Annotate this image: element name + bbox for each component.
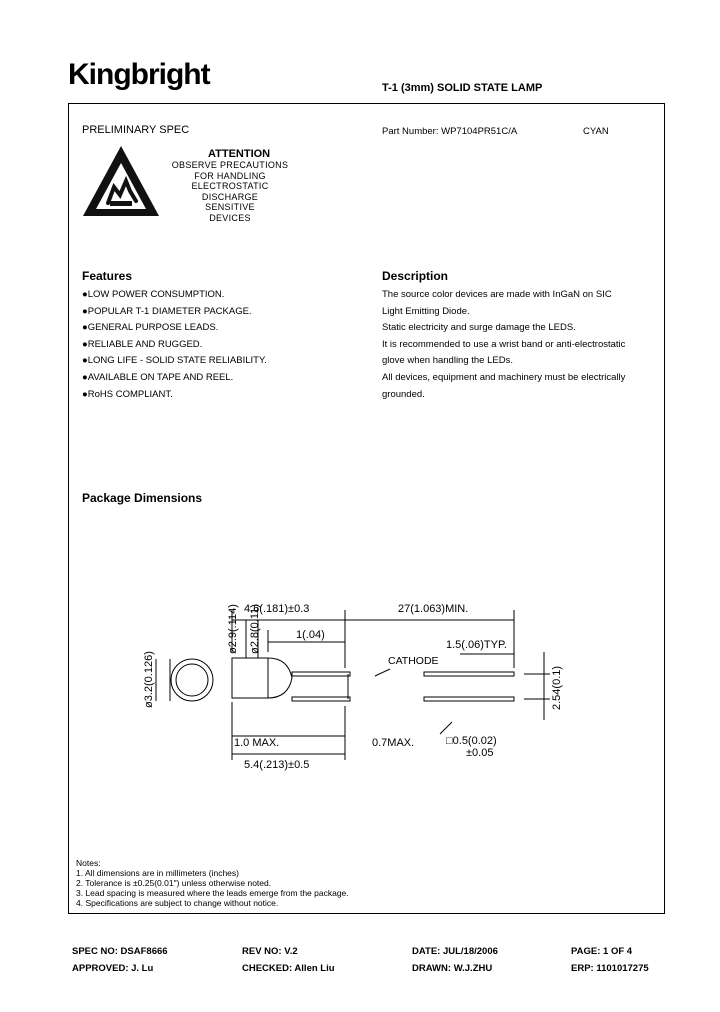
attention-line: FOR HANDLING [194, 170, 266, 181]
description-heading: Description [382, 269, 449, 283]
description-line: The source color devices are made with InGaN on SIC [382, 289, 612, 300]
lamp-end-view-outer [171, 659, 213, 701]
feature-item: ●RELIABLE AND RUGGED. [82, 338, 203, 350]
dim-flange-diameter: ø2.9(.114) [227, 604, 239, 654]
feature-item: ●LOW POWER CONSUMPTION. [82, 289, 225, 300]
approved-by: APPROVED: J. Lu [72, 963, 154, 974]
dim-lead-tolerance: ±0.05 [466, 747, 494, 759]
attention-line: DEVICES [209, 212, 251, 223]
note-item: 2. Tolerance is ±0.25(0.01") unless otherwise noted. [76, 878, 272, 888]
preliminary-spec-label: PRELIMINARY SPEC [82, 124, 190, 136]
features-list [82, 287, 267, 403]
emitting-color: CYAN [583, 126, 609, 137]
description-line: glove when handling the LEDs. [382, 355, 513, 367]
attention-line: DISCHARGE [201, 191, 259, 202]
feature-item: ●POPULAR T-1 DIAMETER PACKAGE. [82, 305, 252, 317]
part-number: Part Number: WP7104PR51C/A [382, 126, 518, 137]
dim-outer-diameter: ø3.2(0.126) [143, 651, 155, 708]
notes-title: Notes: [76, 858, 101, 868]
features-heading: Features [82, 269, 133, 283]
lamp-body-outline [232, 658, 292, 698]
checked-by: CHECKED: Allen Liu [242, 963, 335, 974]
dim-body-length: 4.6(.181)±0.3 [244, 603, 310, 615]
attention-line: ELECTROSTATIC [191, 181, 269, 191]
dim-lead-pitch: 2.54(0.1) [551, 665, 563, 710]
page-number: PAGE: 1 OF 4 [571, 946, 633, 957]
anode-lead [292, 697, 350, 701]
attention-line: OBSERVE PRECAUTIONS [171, 160, 289, 170]
attention-title: ATTENTION [208, 148, 271, 160]
description-line: All devices, equipment and machinery must be electrically [382, 371, 626, 383]
package-dimensions-drawing [140, 590, 580, 780]
dim-lead-square: □0.5(0.02) [446, 735, 497, 747]
document-title: T-1 (3mm) SOLID STATE LAMP [382, 82, 543, 94]
brand-logo: Kingbright [68, 58, 210, 91]
feature-item: ●RoHS COMPLIANT. [82, 388, 173, 400]
lamp-end-view-inner [176, 664, 208, 696]
dim-lead-length: 27(1.063)MIN. [398, 603, 469, 615]
description-line: It is recommended to use a wrist band or anti-electrostatic [382, 338, 626, 350]
attention-line: SENSITIVE [205, 202, 255, 212]
note-item: 1. All dimensions are in millimeters (inches) [76, 868, 239, 878]
drawn-by: DRAWN: W.J.ZHU [412, 963, 493, 974]
package-dimensions-heading: Package Dimensions [82, 491, 203, 505]
note-item: 4. Specifications are subject to change without notice. [76, 898, 279, 908]
notes-section [76, 858, 349, 908]
cathode-lead [292, 672, 350, 676]
document-date: DATE: JUL/18/2006 [412, 946, 498, 957]
dim-max-2: 0.7MAX. [372, 737, 415, 749]
description-text [382, 287, 625, 403]
dim-max-1: 1.0 MAX. [234, 737, 280, 749]
erp-number: ERP: 1101017275 [571, 963, 649, 974]
dim-body-diameter: ø2.8(0.11) [249, 604, 261, 654]
dim-dome: 1(.04) [296, 629, 325, 641]
feature-item: ●LONG LIFE - SOLID STATE RELIABILITY. [82, 355, 267, 367]
cathode-label: CATHODE [388, 655, 439, 667]
attention-text [160, 160, 300, 223]
datasheet-frame [68, 103, 665, 914]
note-item: 3. Lead spacing is measured where the leads emerge from the package. [76, 888, 349, 898]
esd-warning-icon [80, 143, 162, 219]
description-line: Light Emitting Diode. [382, 305, 470, 317]
revision-number: REV NO: V.2 [242, 946, 298, 957]
dim-total-length: 5.4(.213)±0.5 [244, 759, 310, 771]
feature-item: ●AVAILABLE ON TAPE AND REEL. [82, 371, 234, 383]
spec-number: SPEC NO: DSAF8666 [72, 946, 168, 957]
description-line: grounded. [382, 388, 425, 400]
feature-item: ●GENERAL PURPOSE LEADS. [82, 322, 219, 334]
dim-lead-typ: 1.5(.06)TYP. [446, 639, 507, 651]
description-line: Static electricity and surge damage the LEDS. [382, 322, 576, 334]
